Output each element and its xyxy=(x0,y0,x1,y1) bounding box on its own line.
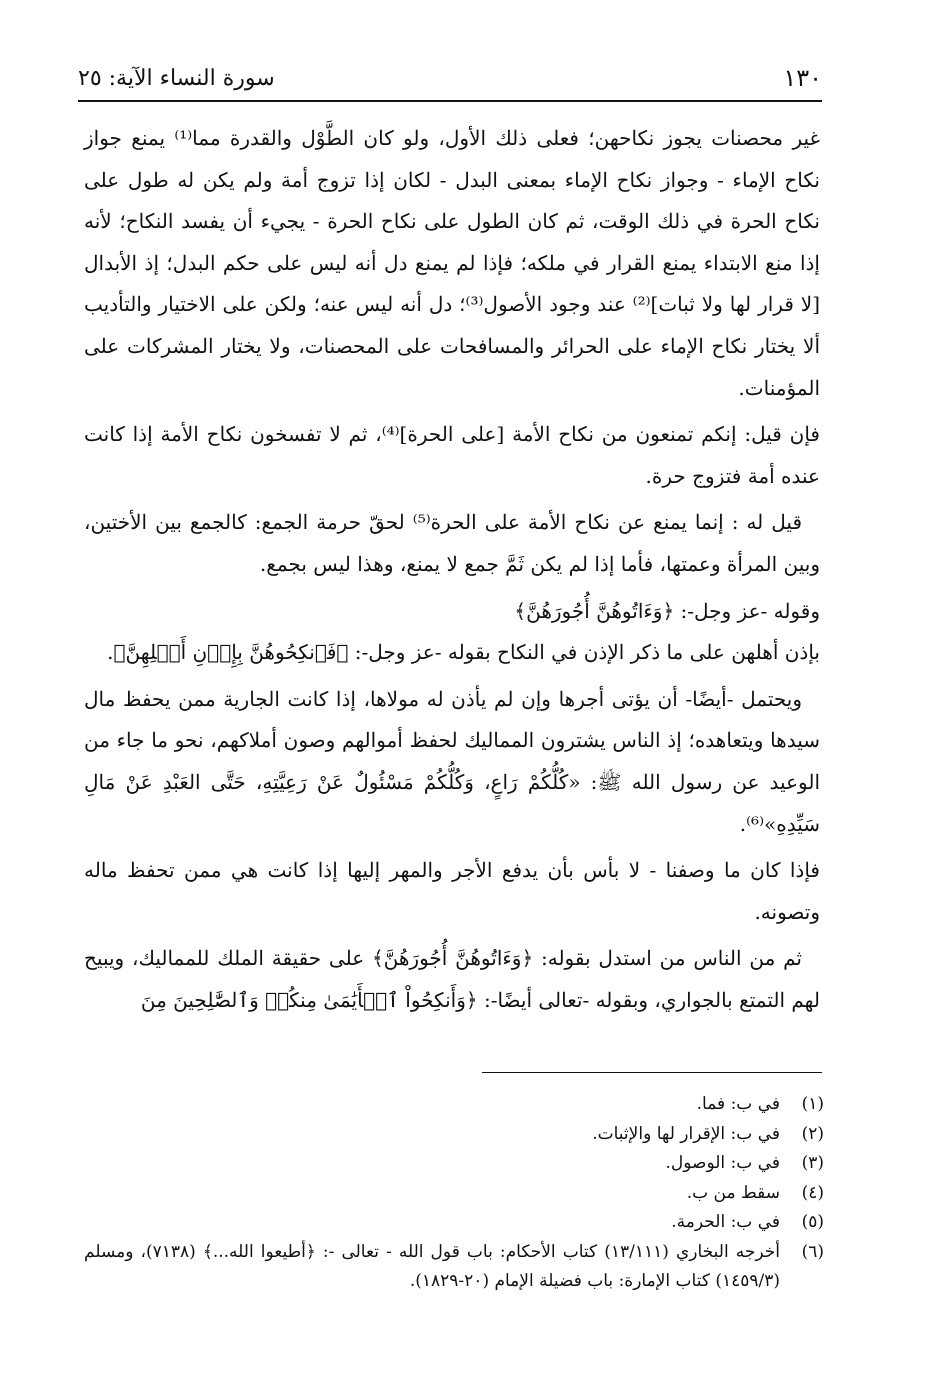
footnote-number: (٢) xyxy=(801,1123,824,1144)
footnote-text: في ب: الحرمة. xyxy=(671,1212,780,1232)
footnote-text: أخرجه البخاري (١٣/١١١) كتاب الأحكام: باب قول الله - تعالى -: ﴿أطيعوا الله...﴾ (٧١٣٨)، ومسلم (١٤٥٩/٣) كتاب الإمارة: باب فضيلة الإمام (٢٠-١٨٢٩). xyxy=(84,1241,780,1291)
footnote-number: (١) xyxy=(801,1094,824,1114)
footnote-number: (٤) xyxy=(801,1182,824,1203)
paragraph: غير محصنات يجوز نكاحهن؛ فعلى ذلك الأول، ولو كان الطَّوْل والقدرة مما⁽¹⁾ يمنع جواز نكاح الإماء - وجواز نكاح الإماء بمعنى البدل - لكان إذا تزوج أمة ولم يكن له طول على نكاح الحرة في ذلك الوقت، ثم كان الطول على نكاح الحرة - يجيء أن يفسد النكاح؛ لأنه إذا منع الابتداء يمنع القرار في ملكه؛ فإذا لم يمنع دل أنه ليس على حكم البدل؛ إذ الأبدال [لا قرار لها ولا ثبات]⁽²⁾ عند وجود الأصول⁽³⁾؛ دل أنه ليس عنه؛ ولكن على الاختيار والتأديب ألا يختار نكاح الإماء على الحرائر والمسافحات على المحصنات، ولا يختار المشركات على المؤمنات. xyxy=(84,126,820,400)
footnote xyxy=(84,1149,824,1179)
main-text xyxy=(84,118,820,1026)
footnote xyxy=(84,1090,824,1120)
paragraph: فإذا كان ما وصفنا - لا بأس بأن يدفع الأجر والمهر إليها إذا كانت هي ممن تحفظ ماله وتصونه. xyxy=(84,858,820,924)
paragraph: وقوله -عز وجل-: ﴿وَءَاتُوهُنَّ أُجُورَهُنَّ﴾ xyxy=(514,598,820,623)
footnote xyxy=(84,1179,824,1209)
paragraph: ويحتمل -أيضًا- أن يؤتى أجرها وإن لم يأذن له مولاها، إذا كانت الجارية ممن يحفظ مال سيدها ويتعاهده؛ إذ الناس يشترون المماليك لحفظ أموالهم وصون أملاكهم، نحو ما جاء من الوعيد عن رسول الله ﷺ: «كُلُّكُمْ رَاعٍ، وَكُلُّكُمْ مَسْئُولٌ عَنْ رَعِيَّتِهِ، حَتَّى العَبْدِ عَنْ مَالِ سَيِّدِهِ»⁽⁶⁾. xyxy=(84,686,821,836)
footnote-divider xyxy=(482,1072,822,1073)
footnote-text: في ب: الإقرار لها والإثبات. xyxy=(592,1123,780,1144)
footnote-number: (٣) xyxy=(801,1153,824,1173)
paragraph: فإن قيل: إنكم تمنعون من نكاح الأمة [على الحرة]⁽⁴⁾، ثم لا تفسخون نكاح الأمة إذا كانت عنده أمة فتزوج حرة. xyxy=(84,422,820,488)
footnote-text: في ب: فما. xyxy=(696,1094,780,1114)
paragraph: بإذن أهلهن على ما ذكر الإذن في النكاح بقوله -عز وجل-: ﴿فَٱنكِحُوهُنَّ بِإِذۡنِ أَهۡلِهِنَّ﴾. xyxy=(107,640,820,665)
footnote xyxy=(84,1208,824,1238)
footnote-number: (٦) xyxy=(801,1241,824,1262)
footnote xyxy=(84,1238,824,1297)
page-number: ١٣٠ xyxy=(783,64,822,92)
footnote xyxy=(84,1120,824,1150)
paragraph: قيل له : إنما يمنع عن نكاح الأمة على الحرة⁽⁵⁾ لحقّ حرمة الجمع: كالجمع بين الأختين، وبين المرأة وعمتها، فأما إذا لم يكن ثَمَّ جمع لا يمنع، وهذا ليس بجمع. xyxy=(84,510,820,576)
footnote-text: في ب: الوصول. xyxy=(665,1153,780,1173)
paragraph: ثم من الناس من استدل بقوله: ﴿وَءَاتُوهُنَّ أُجُورَهُنَّ﴾ على حقيقة الملك للمماليك، ويبيح لهم التمتع بالجواري، وبقوله -تعالى أيضًا-: ﴿وَأَنكِحُواْ ٱلۡأَيَٰمَىٰ مِنكُمۡ وَٱلصَّٰلِحِينَ مِنَ xyxy=(84,946,820,1012)
footnotes xyxy=(84,1090,824,1297)
running-title: سورة النساء الآية: ٢٥ xyxy=(78,66,275,91)
footnote-text: سقط من ب. xyxy=(686,1182,780,1203)
footnote-number: (٥) xyxy=(801,1212,824,1232)
page-header xyxy=(78,58,822,102)
